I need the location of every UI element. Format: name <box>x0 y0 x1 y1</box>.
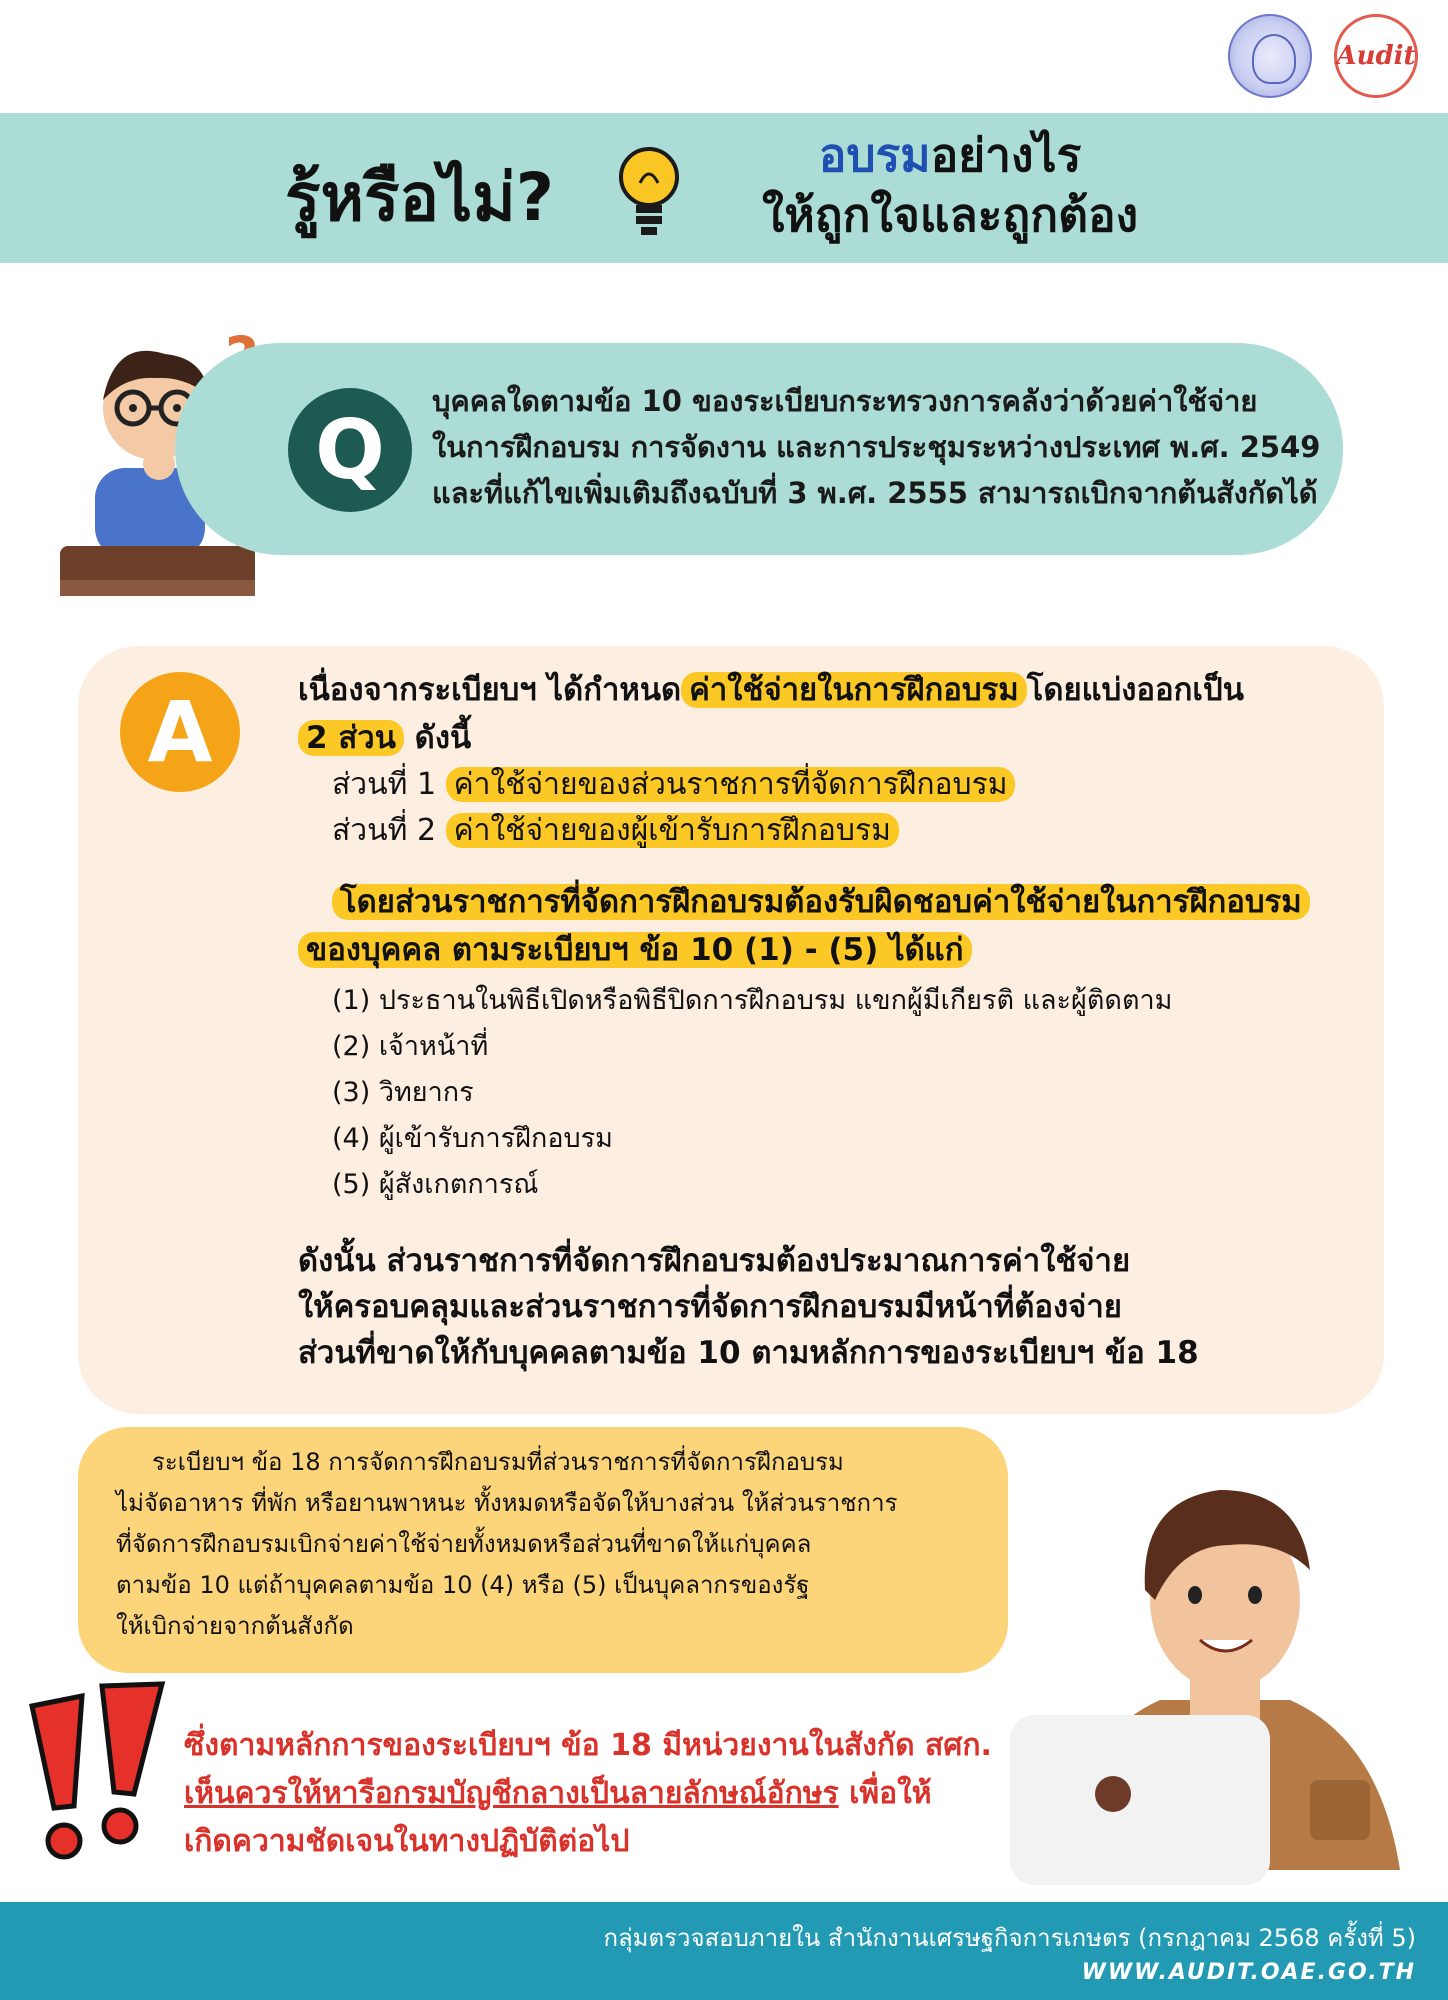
answer-content <box>298 666 1378 1376</box>
exclamation-icon <box>22 1676 172 1876</box>
note-line1: ซึ่งตามหลักการของระเบียบฯ ข้อ 18 มีหน่วยงานในสังกัด สศก. <box>184 1728 992 1763</box>
question-line: ในการฝึกอบรม การจัดงาน และการประชุมระหว่างประเทศ พ.ศ. 2549 <box>432 430 1321 464</box>
question-badge: Q <box>288 388 412 512</box>
audit-logo-text: Audit <box>1336 41 1416 71</box>
list-item: (5) ผู้สังเกตการณ์ <box>332 1169 539 1200</box>
answer-intro-highlight: ค่าใช้จ่ายในการฝึกอบรม <box>681 672 1027 708</box>
responsibility-line2: ของบุคคล ตามระเบียบฯ ข้อ 10 (1) - (5) ได้แก่ <box>298 932 972 968</box>
regulation-line: ไม่จัดอาหาร ที่พัก หรือยานพาหนะ ทั้งหมดหรือจัดให้บางส่วน ให้ส่วนราชการ <box>116 1489 898 1517</box>
question-line: บุคคลใดตามข้อ 10 ของระเบียบกระทรวงการคลังว่าด้วยค่าใช้จ่าย <box>432 384 1258 418</box>
answer-part-2 <box>298 808 1378 854</box>
note-line3: เกิดความชัดเจนในทางปฏิบัติต่อไป <box>184 1824 630 1859</box>
note-underlined: เห็นควรให้หารือกรมบัญชีกลางเป็นลายลักษณ์อักษร <box>184 1776 839 1811</box>
recommendation-note <box>184 1722 1044 1866</box>
subtitle-highlight: อบรม <box>818 128 931 182</box>
list-item: (2) เจ้าหน้าที่ <box>332 1031 489 1062</box>
answer-intro-post: โดยแบ่งออกเป็น <box>1026 672 1244 708</box>
conclusion-line: ให้ครอบคลุมและส่วนราชการที่จัดการฝึกอบรมมีหน้าที่ต้องจ่าย <box>298 1289 1122 1325</box>
list-item: (3) วิทยากร <box>332 1077 474 1108</box>
question-line: และที่แก้ไขเพิ่มเติมถึงฉบับที่ 3 พ.ศ. 2555 สามารถเบิกจากต้นสังกัดได้ <box>432 476 1318 510</box>
answer-responsibility <box>298 878 1378 974</box>
list-item: (1) ประธานในพิธีเปิดหรือพิธีปิดการฝึกอบรม แขกผู้มีเกียรติ และผู้ติดตาม <box>332 985 1173 1016</box>
internal-audit-logo <box>1334 14 1418 98</box>
answer-intro <box>298 666 1378 714</box>
note-line2 <box>184 1770 1044 1818</box>
laptop-illustration <box>1010 1715 1270 1885</box>
answer-badge: A <box>120 672 240 792</box>
regulation-line: ให้เบิกจ่ายจากต้นสังกัด <box>116 1612 354 1640</box>
oae-seal-logo <box>1228 14 1312 98</box>
list-item: (4) ผู้เข้ารับการฝึกอบรม <box>332 1123 613 1154</box>
subtitle-line1: อย่างไร <box>930 128 1082 182</box>
page-title: รู้หรือไม่? <box>285 159 555 236</box>
title-band <box>0 113 1448 263</box>
footer-url[interactable]: WWW.AUDIT.OAE.GO.TH <box>1081 1960 1416 1985</box>
regulation-text <box>116 1442 996 1647</box>
responsibility-line1: โดยส่วนราชการที่จัดการฝึกอบรมต้องรับผิดชอบค่าใช้จ่ายในการฝึกอบรม <box>332 884 1310 920</box>
part2-label: ส่วนที่ 2 <box>332 813 446 848</box>
part1-label: ส่วนที่ 1 <box>332 767 446 802</box>
note-line2-post: เพื่อให้ <box>838 1776 932 1811</box>
answer-intro-pre: เนื่องจากระเบียบฯ ได้กำหนด <box>298 672 682 708</box>
question-text <box>432 378 1332 516</box>
lightbulb-icon <box>614 143 684 239</box>
answer-parts-post: ดังนี้ <box>403 720 472 756</box>
conclusion-line: ดังนั้น ส่วนราชการที่จัดการฝึกอบรมต้องประมาณการค่าใช้จ่าย <box>298 1243 1131 1279</box>
part1-highlight: ค่าใช้จ่ายของส่วนราชการที่จัดการฝึกอบรม <box>446 767 1016 802</box>
answer-parts-highlight: 2 ส่วน <box>298 720 404 756</box>
regulation-line: ระเบียบฯ ข้อ 18 การจัดการฝึกอบรมที่ส่วนราชการที่จัดการฝึกอบรม <box>152 1448 844 1476</box>
footer <box>0 1902 1448 2000</box>
laptop-logo-icon <box>1095 1776 1131 1812</box>
header-logos <box>1228 14 1418 98</box>
answer-conclusion <box>298 1238 1378 1376</box>
answer-parts <box>298 714 1378 762</box>
subtitle-line2: ให้ถูกใจและถูกต้อง <box>761 188 1139 242</box>
answer-part-1 <box>298 762 1378 808</box>
footer-text: กลุ่มตรวจสอบภายใน สำนักงานเศรษฐกิจการเกษตร (กรกฎาคม 2568 ครั้งที่ 5) <box>603 1924 1416 1952</box>
part2-highlight: ค่าใช้จ่ายของผู้เข้ารับการฝึกอบรม <box>446 813 899 848</box>
regulation-line: ตามข้อ 10 แต่ถ้าบุคคลตามข้อ 10 (4) หรือ (5) เป็นบุคลากรของรัฐ <box>116 1571 810 1599</box>
answer-list <box>298 978 1378 1208</box>
conclusion-line: ส่วนที่ขาดให้กับบุคคลตามข้อ 10 ตามหลักการของระเบียบฯ ข้อ 18 <box>298 1335 1199 1371</box>
page-subtitle <box>740 125 1160 245</box>
regulation-line: ที่จัดการฝึกอบรมเบิกจ่ายค่าใช้จ่ายทั้งหมดหรือส่วนที่ขาดให้แก่บุคคล <box>116 1530 812 1558</box>
